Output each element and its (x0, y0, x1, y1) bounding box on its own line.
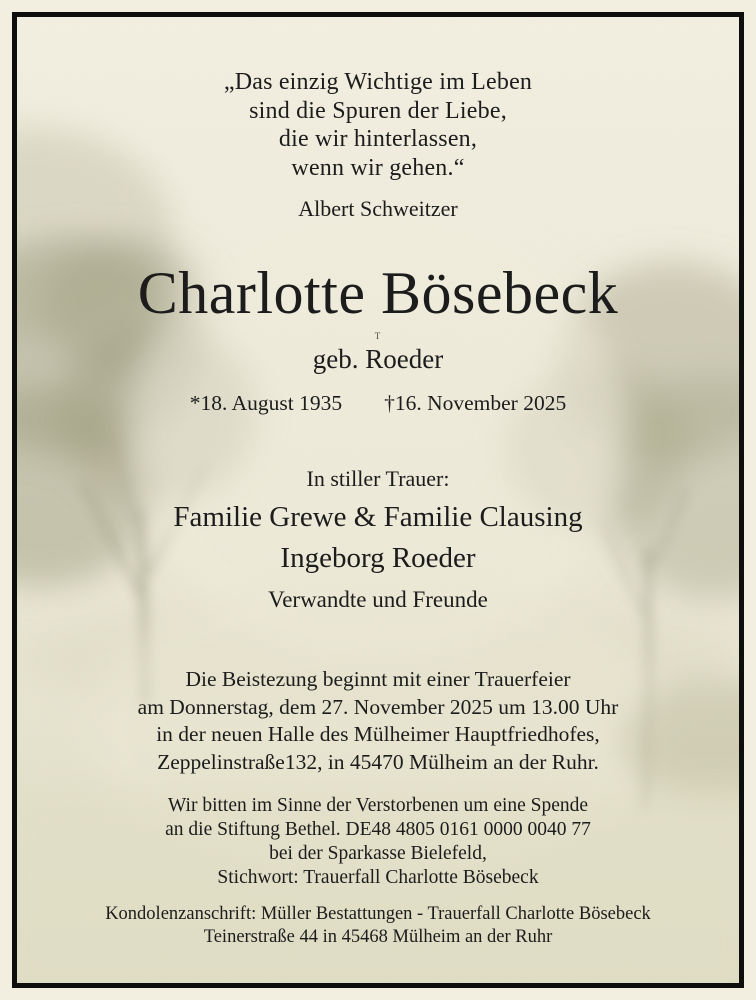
funeral-details (17, 666, 739, 776)
funeral-line: Zeppelinstraße132, in 45470 Mülheim an der Ruhr. (157, 749, 599, 774)
condolence-line: Teinerstraße 44 in 45468 Mülheim an der Ruhr (203, 927, 553, 947)
donation-details (17, 794, 739, 890)
maiden-name: geb. Roeder (312, 344, 444, 374)
quote-author: Albert Schweitzer (298, 196, 458, 221)
quote-line: sind die Spuren der Liebe, (249, 97, 507, 124)
relatives-line: Verwandte und Freunde (268, 587, 488, 612)
condolence-address (17, 903, 739, 949)
donation-line: an die Stiftung Bethel. DE48 4805 0161 0000 0040 77 (165, 819, 591, 840)
funeral-line: am Donnerstag, dem 27. November 2025 um 13.00 Uhr (137, 694, 619, 719)
birth-date: *18. August 1935 (189, 391, 343, 415)
donation-line: Wir bitten im Sinne der Verstorbenen um eine Spende (167, 795, 589, 816)
quote-block (17, 68, 739, 182)
name-ornament: T (374, 331, 382, 341)
deceased-name: Charlotte Bösebeck (137, 260, 619, 326)
mourner-line: Familie Grewe & Familie Clausing (173, 501, 583, 533)
quote-line: wenn wir gehen.“ (291, 154, 465, 181)
funeral-line: in der neuen Halle des Mülheimer Hauptfriedhofes, (156, 722, 600, 746)
condolence-line: Kondolenzanschrift: Müller Bestattungen - Trauerfall Charlotte Bösebeck (105, 904, 651, 924)
notice-content (17, 17, 739, 983)
mourning-intro: In stiller Trauer: (306, 466, 450, 491)
donation-line: bei der Sparkasse Bielefeld, (269, 843, 487, 864)
quote-line: die wir hinterlassen, (278, 126, 478, 152)
life-dates (17, 391, 739, 416)
memorial-card-frame (12, 12, 744, 988)
donation-line: Stichwort: Trauerfall Charlotte Bösebeck (217, 867, 539, 888)
funeral-line: Die Beistezung beginnt mit einer Trauerfeier (185, 667, 571, 691)
death-date: †16. November 2025 (384, 391, 567, 415)
mourner-line: Ingeborg Roeder (280, 542, 476, 574)
quote-line: „Das einzig Wichtige im Leben (223, 69, 533, 95)
